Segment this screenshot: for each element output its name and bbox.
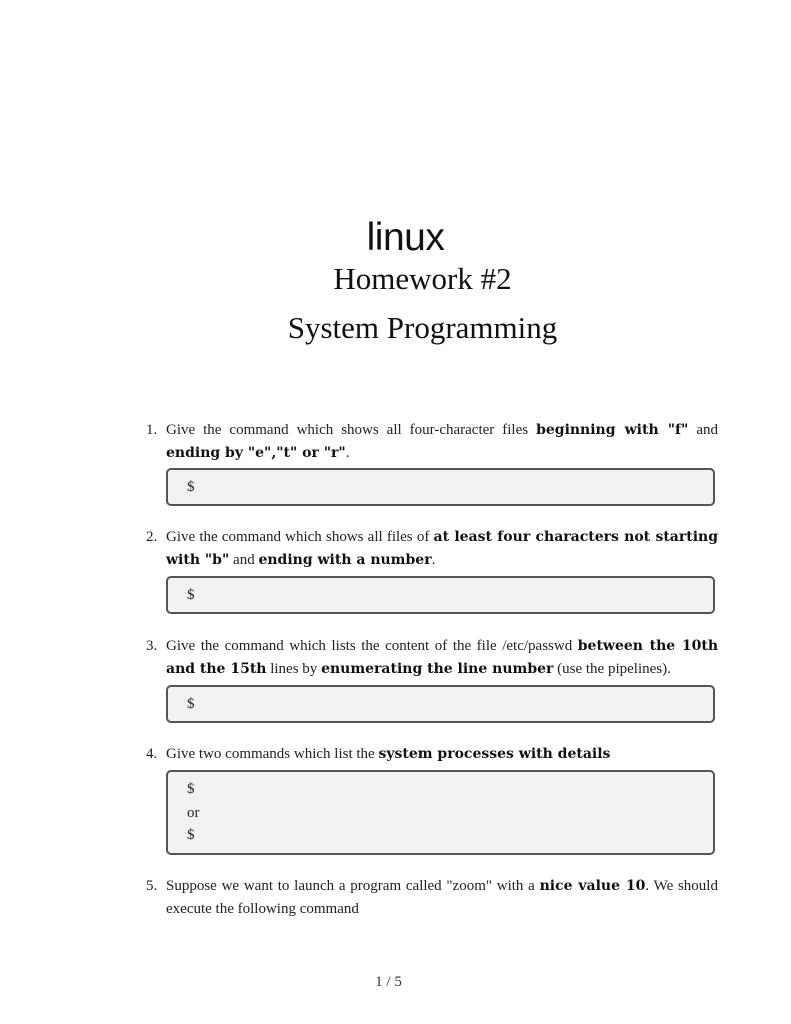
text-span: Give the command which lists the content of the file /etc/passwd [166, 638, 578, 654]
question-number: 5. [146, 878, 158, 894]
text-span: . [431, 552, 436, 568]
text-span: Give two commands which list the [166, 746, 379, 762]
emphasis-text: ending with a number [258, 552, 432, 568]
linux-logo: linux [366, 216, 445, 259]
document-subtitle: System Programming [287, 310, 558, 345]
answer-box-3[interactable] [166, 685, 715, 723]
question-text [166, 743, 718, 766]
emphasis-text: system processes with details [378, 746, 611, 762]
text-span: . [345, 445, 350, 461]
question-number: 3. [146, 638, 158, 654]
question-text [166, 635, 718, 681]
emphasis-text: between the 10th and the 15th [166, 638, 718, 677]
question-text [166, 526, 718, 572]
answer-box-2[interactable] [166, 576, 715, 614]
question-1 [146, 419, 718, 465]
emphasis-text: at least four characters not starting with "b" [166, 529, 718, 568]
question-4 [146, 743, 718, 766]
prompt-symbol: $ [187, 479, 195, 495]
question-5 [146, 875, 718, 921]
text-span: and [229, 552, 259, 568]
text-span: Give the command which shows all four-character files [166, 422, 537, 438]
prompt-symbol: $ [187, 696, 195, 712]
text-span: (use the pipelines). [553, 661, 671, 677]
text-span: . We should execute the following command [166, 878, 718, 917]
prompt-symbol: $ [187, 587, 195, 603]
question-text [166, 875, 718, 921]
or-separator: or [187, 805, 200, 821]
question-3 [146, 635, 718, 681]
question-number: 1. [146, 422, 158, 438]
document-title: Homework #2 [333, 261, 512, 296]
text-span: Give the command which shows all files of [166, 529, 434, 545]
emphasis-text: enumerating the line number [321, 661, 554, 677]
question-number: 2. [146, 529, 158, 545]
emphasis-text: beginning with "f" [536, 422, 689, 438]
answer-box-1[interactable] [166, 468, 715, 506]
page-indicator: 1 / 5 [375, 974, 402, 990]
question-number: 4. [146, 746, 158, 762]
text-span: lines by [266, 661, 322, 677]
emphasis-text: ending by "e","t" or "r" [166, 445, 346, 461]
emphasis-text: nice value 10 [539, 878, 646, 894]
prompt-symbol: $ [187, 827, 195, 843]
prompt-symbol: $ [187, 781, 195, 797]
question-text [166, 419, 718, 465]
text-span: and [688, 422, 718, 438]
text-span: Suppose we want to launch a program called "zoom" with a [166, 878, 540, 894]
answer-box-4[interactable] [166, 770, 715, 855]
question-2 [146, 526, 718, 572]
